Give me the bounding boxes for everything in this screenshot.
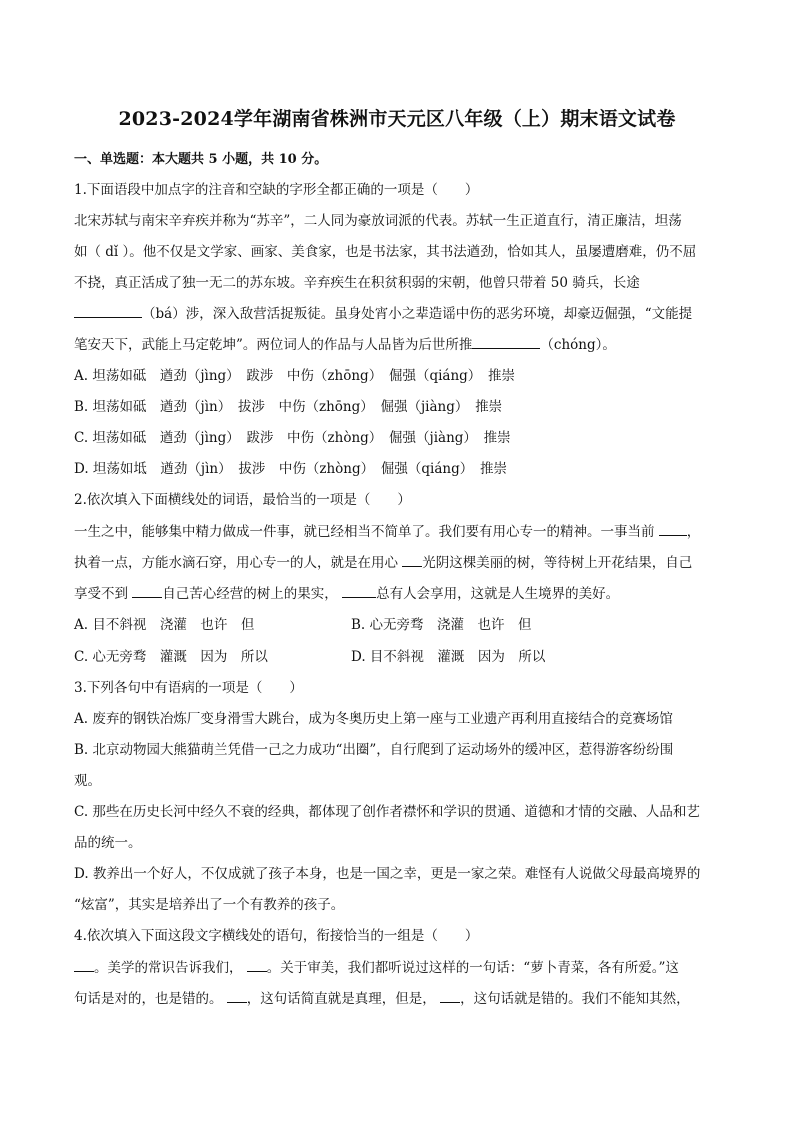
q2-passage-text: 执着一点，方能水滴石穿，用心专一的人，就是在用心 bbox=[74, 555, 398, 571]
q2-passage-line bbox=[74, 551, 692, 571]
q2-option-a: A. 目不斜视 浇灌 也许 但 bbox=[74, 617, 255, 633]
q3-option-a: A. 废弃的钢铁冶炼厂变身滑雪大跳台，成为冬奥历史上第一座与工业遗产再利用直接结合的竞赛场馆 bbox=[74, 711, 673, 727]
q1-passage-text: 笔安天下，武能上马定乾坤”。两位词人的作品与人品皆为后世所推 bbox=[74, 337, 473, 353]
q4-stem: 4.依次填入下面这段文字横线处的语句，衔接恰当的一组是（ ） bbox=[74, 928, 479, 944]
q2-option-b: B. 心无旁骛 浇灌 也许 但 bbox=[351, 617, 532, 633]
q1-passage-line bbox=[74, 333, 616, 353]
q4-passage-text: 。关于审美，我们都听说过这样的一句话：“萝卜青菜，各有所爱。”这 bbox=[266, 960, 679, 976]
q1-passage-text: （bá）涉，深入敌营活捉叛徒。虽身处宵小之辈造谣中伤的恶劣环境，却豪迈倔强，“文能提 bbox=[142, 306, 693, 322]
q1-option-c: C. 坦荡如砥 遒劲（jìng） 跋涉 中伤（zhòng） 倔强（jiàng） 推崇 bbox=[74, 430, 511, 446]
q3-stem: 3.下列各句中有语病的一项是（ ） bbox=[74, 680, 303, 696]
q1-stem: 1.下面语段中加点字的注音和空缺的字形全都正确的一项是（ ） bbox=[74, 182, 479, 198]
q2-passage-text: 一生之中，能够集中精力做成一件事，就已经相当不简单了。我们要有用心专一的精神。一事当前 bbox=[74, 524, 655, 540]
answer-blank bbox=[227, 989, 247, 1003]
answer-blank bbox=[659, 522, 687, 536]
answer-blank bbox=[342, 584, 376, 598]
answer-blank bbox=[74, 958, 94, 972]
q3-option-d: D. 教养出一个好人，不仅成就了孩子本身，也是一国之幸，更是一家之荣。难怪有人说做父母最高境界的 bbox=[74, 866, 701, 882]
q2-passage-line: 一生之中，能够集中精力做成一件事，就已经相当不简单了。我们要有用心专一的精神。一事当前 ， bbox=[74, 524, 701, 540]
q3-option-c-cont: 品的统一。 bbox=[74, 835, 142, 851]
answer-blank bbox=[472, 335, 540, 349]
q1-passage-line: 不挠，真正活成了独一无二的苏东坡。辛弃疾生在积贫积弱的宋朝，他曾只带着 50 骑兵，长途 bbox=[74, 275, 640, 291]
q1-option-b: B. 坦荡如砥 遒劲（jìn） 拔涉 中伤（zhōng） 倔强（jiàng） 推崇 bbox=[74, 399, 503, 415]
q1-option-d: D. 坦荡如坻 遒劲（jìn） 拔涉 中伤（zhòng） 倔强（qiáng） 推崇 bbox=[74, 461, 507, 477]
answer-blank bbox=[440, 989, 460, 1003]
q2-stem: 2.依次填入下面横线处的词语，最恰当的一项是（ ） bbox=[74, 492, 411, 508]
q4-passage-text: 。美学的常识告诉我们， bbox=[94, 960, 243, 976]
q2-passage-text: 享受不到 bbox=[74, 586, 128, 602]
q4-passage-text: ，这句话就是错的。我们不能知其然， bbox=[460, 991, 690, 1007]
q1-passage-line bbox=[74, 302, 692, 322]
answer-blank bbox=[132, 584, 162, 598]
q2-passage-text: 自己苦心经营的树上的果实， bbox=[162, 586, 338, 602]
q4-passage-line bbox=[74, 956, 679, 976]
answer-blank bbox=[247, 958, 267, 972]
q2-passage-text: 光阴这棵美丽的树，等待树上开花结果，自己 bbox=[422, 555, 693, 571]
q4-passage-text: ，这句话简直就是真理，但是， bbox=[246, 991, 436, 1007]
q3-option-c: C. 那些在历史长河中经久不衰的经典，都体现了创作者襟怀和学识的贯通、道德和才情的交融、人品和艺 bbox=[74, 804, 700, 820]
q1-option-a: A. 坦荡如砥 遒劲（jìng） 跋涉 中伤（zhōng） 倔强（qiáng） 推崇 bbox=[74, 368, 516, 384]
q4-passage-line bbox=[74, 987, 690, 1007]
answer-blank bbox=[74, 304, 142, 318]
section-heading: 一、单选题：本大题共 5 小题，共 10 分。 bbox=[74, 152, 328, 167]
q3-option-d-cont: “炫富”，其实是培养出了一个有教养的孩子。 bbox=[74, 897, 345, 913]
q2-passage-line bbox=[74, 582, 619, 602]
q1-passage-line: 如（ dǐ ）。他不仅是文学家、画家、美食家，也是书法家，其书法遒劲，恰如其人，虽屡遭磨难，仍不屈 bbox=[74, 244, 697, 260]
q3-option-b: B. 北京动物园大熊猫萌兰凭借一己之力成功“出圈”，自行爬到了运动场外的缓冲区，惹得游客纷纷围 bbox=[74, 742, 674, 758]
q2-option-d: D. 目不斜视 灌溉 因为 所以 bbox=[351, 649, 546, 665]
q2-passage-text: 总有人会享用，这就是人生境界的美好。 bbox=[376, 586, 620, 602]
exam-title: 2023-2024学年湖南省株洲市天元区八年级（上）期末语文试卷 bbox=[118, 108, 676, 130]
q4-passage-text: 句话是对的，也是错的。 bbox=[74, 991, 223, 1007]
q1-passage-line: 北宋苏轼与南宋辛弃疾并称为“苏辛”，二人同为豪放词派的代表。苏轼一生正道直行，清正廉洁，坦荡 bbox=[74, 213, 682, 229]
q3-option-b-cont: 观。 bbox=[74, 773, 101, 789]
answer-blank bbox=[402, 553, 422, 567]
q2-option-c: C. 心无旁骛 灌溉 因为 所以 bbox=[74, 649, 268, 665]
q1-passage-text: （chóng）。 bbox=[540, 337, 616, 353]
